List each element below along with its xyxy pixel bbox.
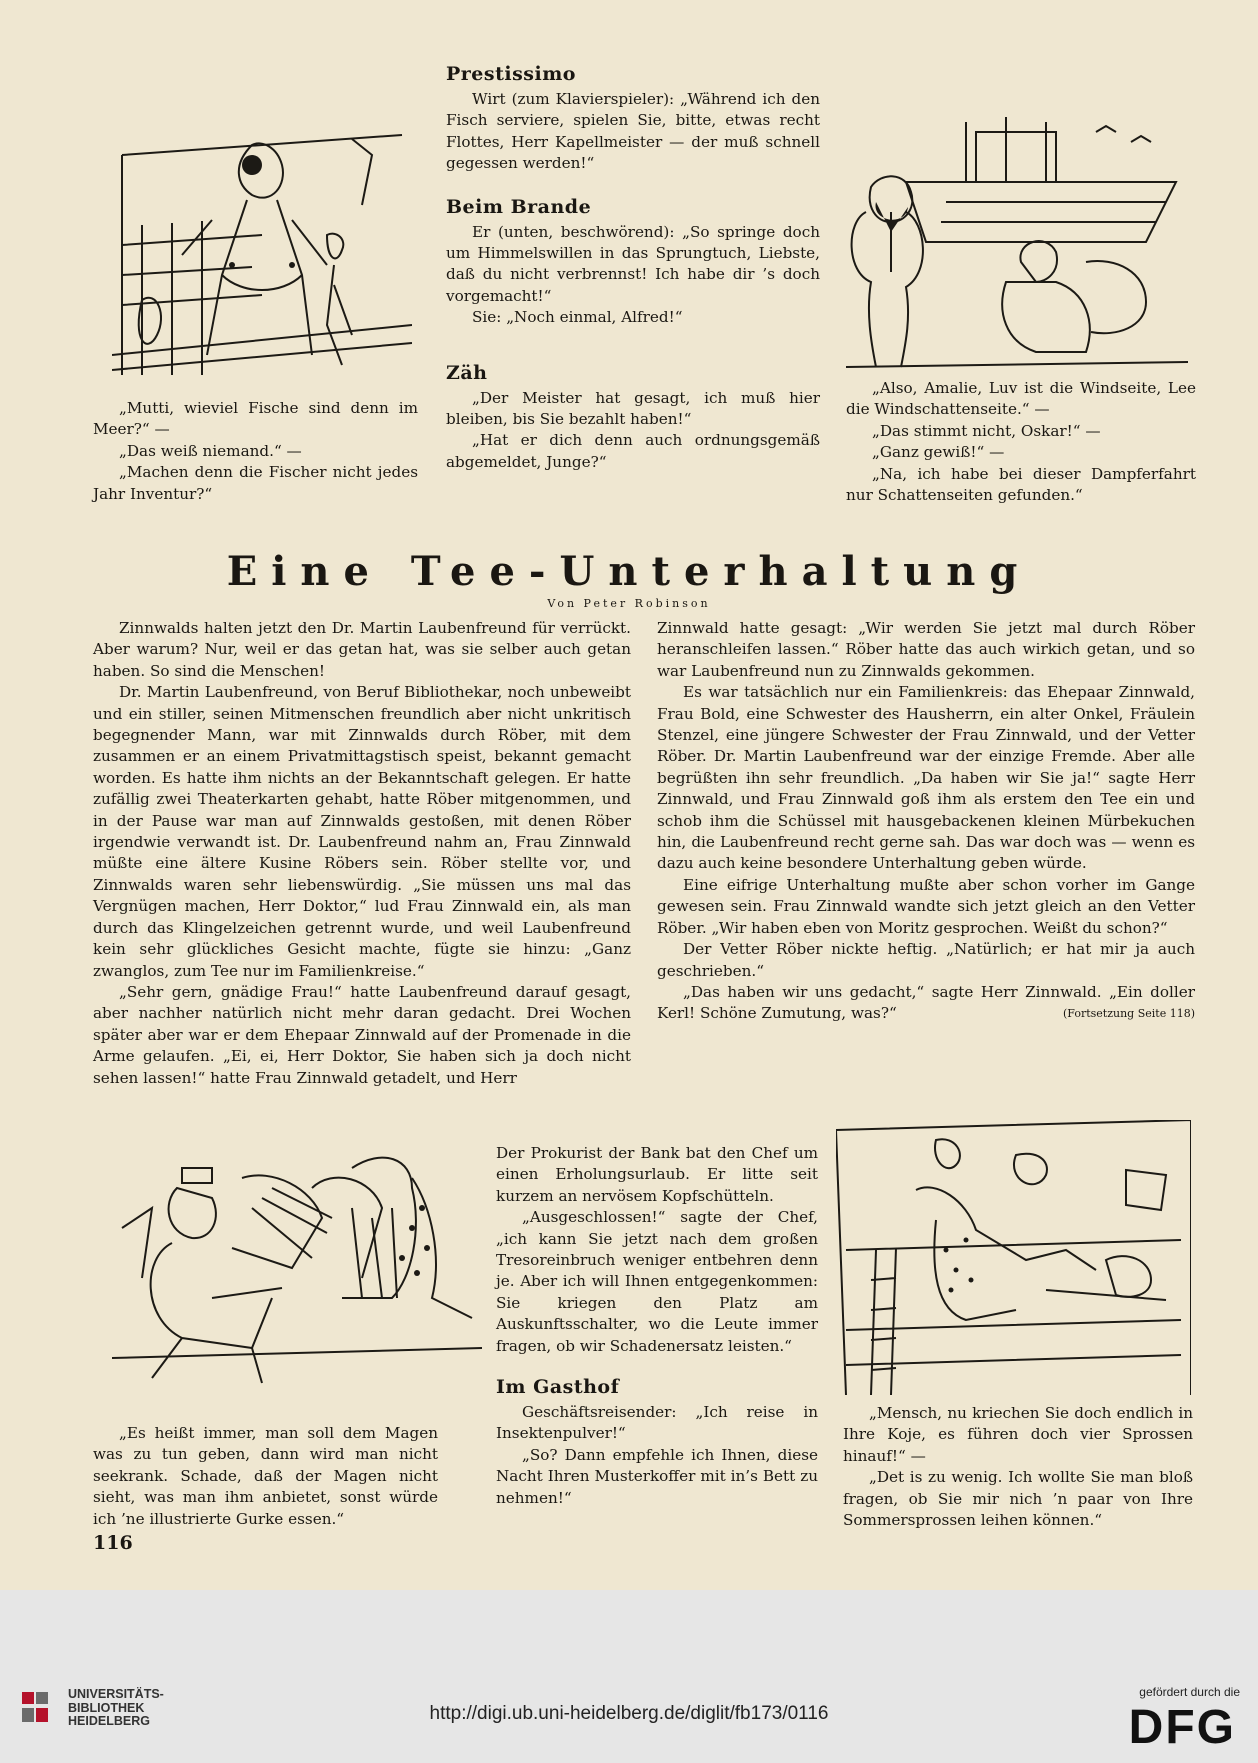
joke-mensch-caption <box>843 1403 1193 1531</box>
story-paragraph <box>657 982 1195 1025</box>
story-paragraph: „Sehr gern, gnädige Frau!“ hatte Laubenfreund darauf gesagt, aber nachher natürlich nicht mehr daran gedacht. Drei Wochen später aber war er dem Ehepaar Zinnwald auf der Promenade in die Arme gelaufen. „Ei, ei, Herr Doktor, Sie haben sich ja doch nicht sehen lassen!“ hatte Frau Zinnwald getadelt, und Herr <box>93 982 631 1087</box>
story-last-line: „Das haben wir uns gedacht,“ sagte Herr Zinnwald. „Ein doller Kerl! Schöne Zumutung, was?“ <box>657 982 1195 1023</box>
heading-prestissimo: Prestissimo <box>446 63 576 85</box>
continuation-note: (Fortsetzung Seite 118) <box>1063 1007 1195 1021</box>
heading-im-gasthof: Im Gasthof <box>496 1376 620 1399</box>
funder-label: gefördert durch die <box>1139 1685 1240 1699</box>
joke-mensch-line: „Mensch, nu kriechen Sie doch endlich in Ihre Koje, es führen doch vier Sprossen hinauf!“ — <box>843 1404 1193 1465</box>
joke-beim-brande-text-1: Er (unten, beschwörend): „So springe doch um Himmelswillen in das Sprungtuch, Liebste, daß du nicht verbrennst! Ich habe dir ’s doch vorgemacht!“ <box>446 222 820 305</box>
library-name-line: BIBLIOTHEK <box>68 1700 145 1715</box>
story-right-column <box>657 618 1195 1025</box>
page-number: 116 <box>93 1532 133 1554</box>
joke-zaeh-text-2: „Hat er dich denn auch ordnungsgemäß abgemeldet, Junge?“ <box>446 431 820 471</box>
joke-prestissimo-text: Wirt (zum Klavierspieler): „Während ich den Fisch serviere, spielen Sie, bitte, etwas recht Flottes, Herr Kapellmeister — der muß schnell gegessen werden!“ <box>446 90 820 173</box>
illustration-ship-couple <box>846 112 1188 372</box>
joke-prokurist-text-2: „Ausgeschlossen!“ sagte der Chef, „ich kann Sie jetzt nach dem großen Tresoreinbruch weniger entbehren denn je. Aber ich will Ihnen entgegenkommen: Sie kriegen den Platz am Auskunftsschalter, wo die Leute immer fragen, ob wir Schadenersatz leisten.“ <box>496 1208 818 1355</box>
joke-amalie-line: „Das stimmt nicht, Oskar!“ — <box>872 421 1101 440</box>
illustration-ship-mother <box>112 125 412 380</box>
jokes-lower-middle-column <box>496 1143 818 1509</box>
footer-bar <box>0 1590 1258 1763</box>
joke-mutti-caption <box>93 398 418 505</box>
joke-magen-caption <box>93 1423 438 1530</box>
heading-zaeh: Zäh <box>446 361 488 384</box>
library-name-line: HEIDELBERG <box>68 1714 150 1728</box>
heading-beim-brande: Beim Brande <box>446 195 592 218</box>
story-byline: Von Peter Robinson <box>547 597 711 610</box>
story-title: Eine Tee-Unterhaltung <box>226 548 1032 595</box>
joke-amalie-line: „Also, Amalie, Luv ist die Windseite, Lee die Windschattenseite.“ — <box>846 379 1196 419</box>
joke-mensch-line: „Det is zu wenig. Ich wollte Sie man bloß fragen, ob Sie mir nich ’n paar von Ihre Sommersprossen leihen können.“ <box>843 1468 1193 1530</box>
story-left-column <box>93 618 631 1089</box>
jokes-middle-column <box>446 62 820 473</box>
joke-mutti-line: „Das weiß niemand.“ — <box>119 441 302 460</box>
joke-mutti-line: „Mutti, wieviel Fische sind denn im Meer?“ — <box>93 399 418 439</box>
joke-prokurist-text-1: Der Prokurist der Bank bat den Chef um einen Erholungsurlaub. Er litte seit kurzem an nervösem Kopfschütteln. <box>496 1144 818 1205</box>
joke-amalie-caption <box>846 378 1196 506</box>
joke-zaeh-text-1: „Der Meister hat gesagt, ich muß hier bleiben, bis Sie bezahlt haben!“ <box>446 388 820 429</box>
permalink-url[interactable]: http://digi.ub.uni-heidelberg.de/diglit/fb173/0116 <box>429 1703 829 1724</box>
joke-gasthof-text-1: Geschäftsreisender: „Ich reise in Insektenpulver!“ <box>496 1403 818 1443</box>
joke-beim-brande-text-2: Sie: „Noch einmal, Alfred!“ <box>472 308 683 327</box>
story-paragraph: Zinnwalds halten jetzt den Dr. Martin Laubenfreund für verrückt. Aber warum? Nur, weil er das getan hat, was sie selber auch getan haben. So sind die Menschen! <box>93 619 631 680</box>
story-paragraph: Dr. Martin Laubenfreund, von Beruf Bibliothekar, noch unbeweibt und ein stiller, seinen Mitmenschen freundlich aber nicht unkritisch begegnender Mann, war mit Zinnwalds durch Röber, mit dem zusammen er an einem Privatmittagstisch speist, bekannt gemacht worden. Es hatte ihm nichts an der Bekanntschaft gelegen. Er hatte zufällig zwei Theaterkarten gehabt, hatte Röber mitgenommen, und in der Pause war man auf Zinnwalds gestoßen, mit denen Röber irgendwie verwandt ist. Dr. Laubenfreund nahm an, Frau Zinnwald müßte eine ältere Kusine Röbers sein. Röber stellte vor, und Zinnwalds waren sehr liebenswürdig. „Sie müssen uns mal das Vergnügen machen, Herr Doktor,“ lud Frau Zinnwald ein, als man durch das Klingelzeichen getrennt wurde, und weil Laubenfreund kein sehr glückliches Gesicht machte, fügte sie hinzu: „Ganz zwanglos, zum Tee nur im Familienkreise.“ <box>93 683 631 980</box>
joke-magen-text: „Es heißt immer, man soll dem Magen was zu tun geben, dann wird man nicht seekrank. Schade, daß der Magen nicht sieht, was man ihm anbietet, sonst würde ich ’ne illustrierte Gurke essen.“ <box>93 1424 438 1528</box>
story-paragraph: Es war tatsächlich nur ein Familienkreis: das Ehepaar Zinnwald, Frau Bold, eine Schwester des Hausherrn, ein alter Onkel, Fräulein Stenzel, eine jüngere Schwester der Frau Zinnwald, und der Vetter Röber. Dr. Martin Laubenfreund war der einzige Fremde. Aber alle begrüßten ihn sehr freundlich. „Da haben wir Sie ja!“ sagte Herr Zinnwald, und Frau Zinnwald goß ihm als erstem den Tee ein und schob ihm die Schüssel mit hausgebackenen kleinen Mürbekuchen hin, die Laubenfreund recht gerne sah. Das war doch was — wenn es dazu auch keine besondere Unterhaltung geben würde. <box>657 683 1195 873</box>
joke-amalie-line: „Ganz gewiß!“ — <box>872 443 1005 462</box>
dfg-logo: DFG <box>1128 1701 1236 1754</box>
story-paragraph: Zinnwald hatte gesagt: „Wir werden Sie jetzt mal durch Röber heranschleifen lassen.“ Röber hatte das auch wirkich getan, und so war Laubenfreund nun zu Zinnwalds gekommen. <box>657 619 1195 680</box>
joke-mutti-line: „Machen denn die Fischer nicht jedes Jahr Inventur?“ <box>93 463 418 503</box>
story-paragraph: Der Vetter Röber nickte heftig. „Natürlich; er hat mir ja auch geschrieben.“ <box>657 940 1195 980</box>
story-paragraph: Eine eifrige Unterhaltung mußte aber schon vorher im Gange gewesen sein. Frau Zinnwald wandte sich jetzt gleich an den Vetter Röber. „Wir haben eben von Moritz gesprochen. Weißt du schon?“ <box>657 875 1195 937</box>
illustration-deck-chair <box>112 1148 482 1388</box>
joke-gasthof-text-2: „So? Dann empfehle ich Ihnen, diese Nacht Ihren Musterkoffer mit in’s Bett zu nehmen!“ <box>496 1445 818 1507</box>
illustration-bunk <box>836 1120 1191 1395</box>
library-name-line: UNIVERSITÄTS- <box>68 1687 164 1701</box>
joke-amalie-line: „Na, ich habe bei dieser Dampferfahrt nur Schattenseiten gefunden.“ <box>846 464 1196 505</box>
